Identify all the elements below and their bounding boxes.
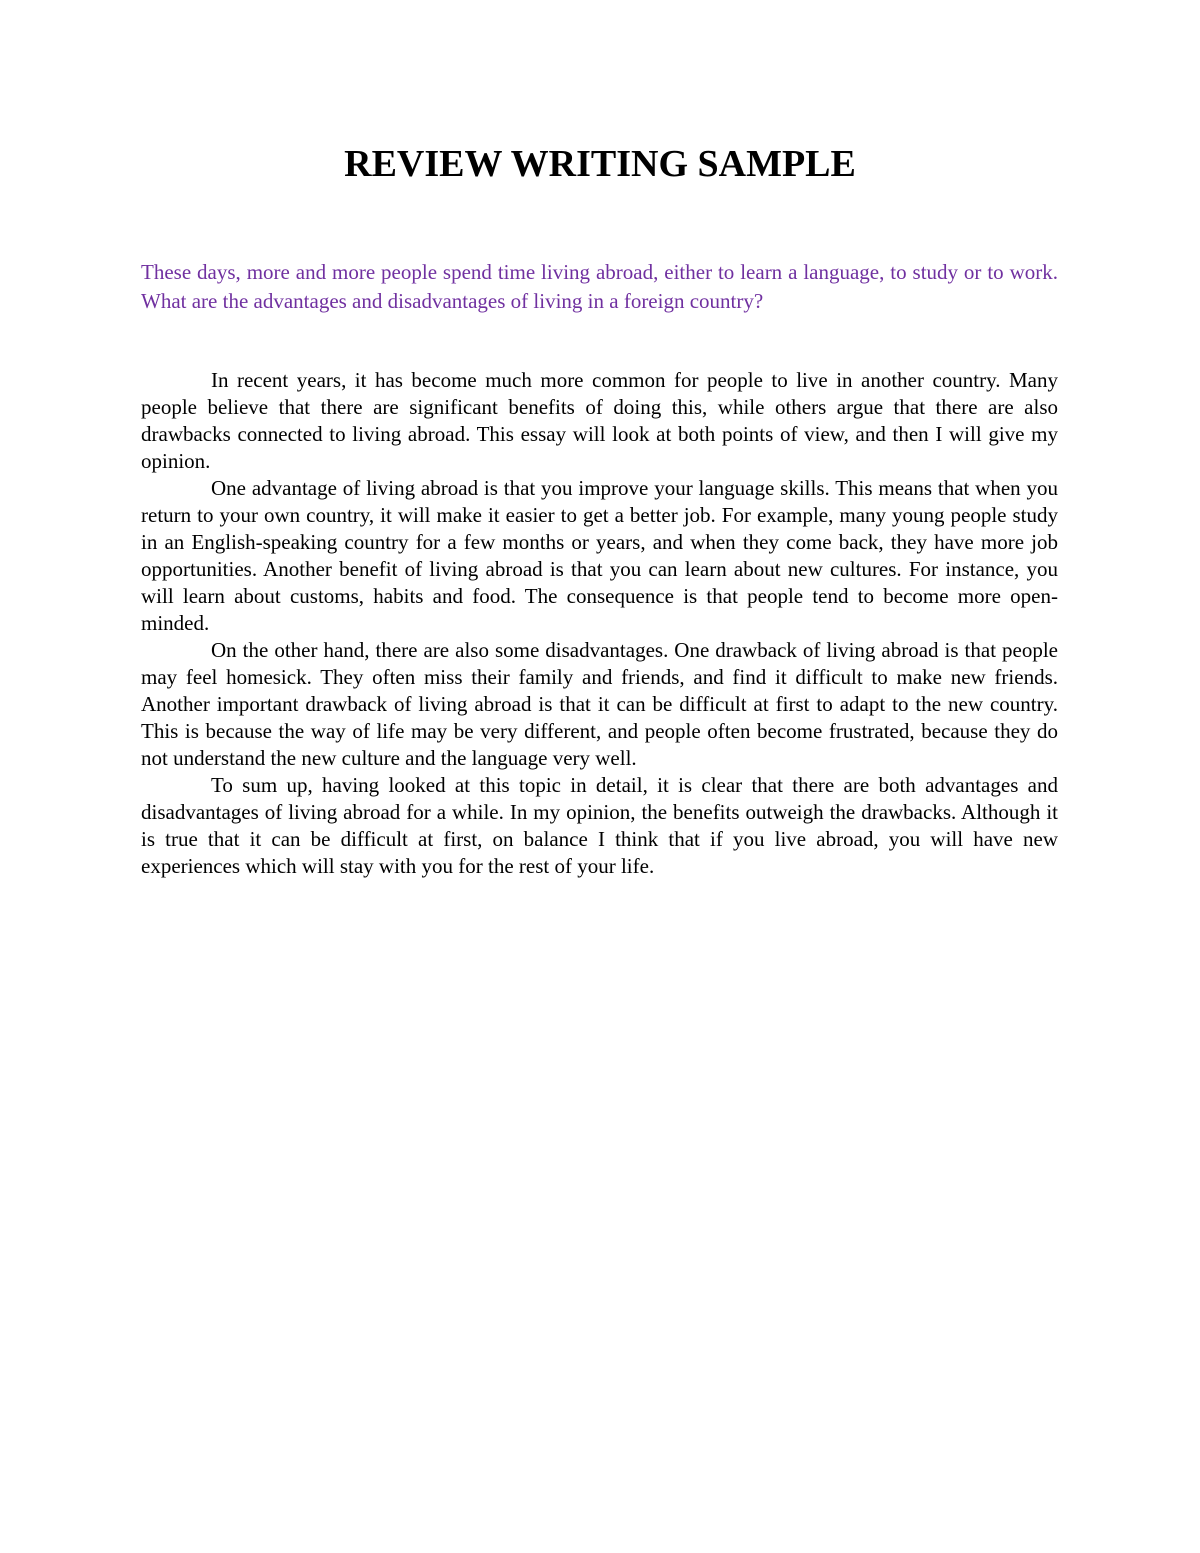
essay-paragraph-introduction: In recent years, it has become much more common for people to live in another country. Many people believe that there are significant benefits of doing this, while others argue that there are also drawbacks connected to living abroad. This essay will look at both points of view, and then I will give my opinion.: [141, 368, 1058, 473]
essay-body: [141, 367, 1058, 880]
essay-paragraph-disadvantages: On the other hand, there are also some disadvantages. One drawback of living abroad is that people may feel homesick. They often miss their family and friends, and find it difficult to make new friends. Another important drawback of living abroad is that it can be difficult at first to adapt to the new country. This is because the way of life may be very different, and people often become frustrated, because they do not understand the new culture and the language very well.: [141, 638, 1058, 770]
essay-paragraph-conclusion: To sum up, having looked at this topic in detail, it is clear that there are both advantages and disadvantages of living abroad for a while. In my opinion, the benefits outweigh the drawbacks. Although it is true that it can be difficult at first, on balance I think that if you live abroad, you will have new experiences which will stay with you for the rest of your life.: [141, 773, 1058, 878]
essay-prompt: These days, more and more people spend time living abroad, either to learn a language, to study or to work. What are the advantages and disadvantages of living in a foreign country?: [141, 260, 1058, 313]
essay-paragraph-advantages: One advantage of living abroad is that you improve your language skills. This means that when you return to your own country, it will make it easier to get a better job. For example, many young people study in an English-speaking country for a few months or years, and when they come back, they have more job opportunities. Another benefit of living abroad is that you can learn about new cultures. For instance, you will learn about customs, habits and food. The consequence is that people tend to become more open-minded.: [141, 476, 1058, 635]
document-title: REVIEW WRITING SAMPLE: [344, 143, 856, 185]
